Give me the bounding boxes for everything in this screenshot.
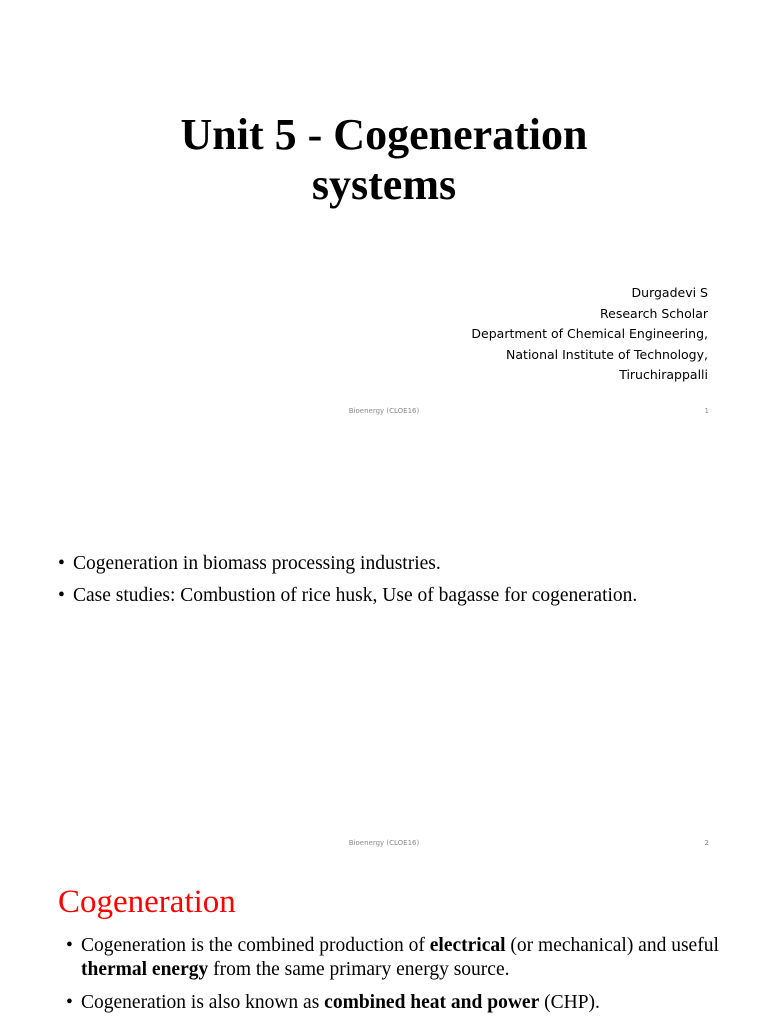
text-run: (CHP). bbox=[539, 992, 600, 1013]
list-item-text: Case studies: Combustion of rice husk, Use of bagasse for cogeneration. bbox=[73, 585, 638, 606]
bullet-icon: • bbox=[66, 935, 73, 956]
list-item bbox=[66, 934, 728, 982]
page-number: 2 bbox=[704, 839, 709, 847]
bullet-list bbox=[66, 934, 728, 1024]
list-item bbox=[58, 552, 708, 576]
text-run: from the same primary energy source. bbox=[208, 959, 510, 980]
list-item bbox=[58, 584, 708, 608]
author-block bbox=[471, 283, 708, 386]
title-line-2: systems bbox=[311, 160, 457, 209]
author-role: Research Scholar bbox=[600, 305, 708, 321]
bullet-icon: • bbox=[58, 585, 65, 606]
slide-footer: Bioenergy (CLOE16) bbox=[348, 407, 420, 415]
bold-text: electrical bbox=[429, 935, 506, 956]
slide-cogeneration bbox=[0, 864, 768, 1024]
page-number: 1 bbox=[704, 407, 709, 415]
author-institute: National Institute of Technology, bbox=[506, 346, 708, 362]
slide-footer: Bioenergy (CLOE16) bbox=[348, 839, 420, 847]
bullet-icon: • bbox=[58, 553, 65, 574]
author-name: Durgadevi S bbox=[631, 285, 708, 300]
bold-text: combined heat and power bbox=[324, 992, 540, 1013]
author-city: Tiruchirappalli bbox=[619, 367, 708, 382]
text-run: Cogeneration is also known as bbox=[81, 992, 325, 1013]
slide-heading: Cogeneration bbox=[58, 884, 236, 920]
bullet-icon: • bbox=[66, 992, 73, 1013]
text-run: (or mechanical) and useful bbox=[505, 935, 719, 956]
slide-contents bbox=[0, 432, 768, 864]
text-run: Cogeneration is the combined production of bbox=[81, 935, 430, 956]
bold-text: thermal energy bbox=[81, 959, 209, 980]
list-item bbox=[66, 991, 728, 1015]
slide-title-heading bbox=[0, 110, 768, 210]
slide-title bbox=[0, 0, 768, 432]
author-department: Department of Chemical Engineering, bbox=[471, 326, 708, 341]
list-item-text: Cogeneration in biomass processing industries. bbox=[73, 553, 441, 574]
bullet-list bbox=[58, 552, 708, 616]
title-line-1: Unit 5 - Cogeneration bbox=[180, 110, 588, 159]
